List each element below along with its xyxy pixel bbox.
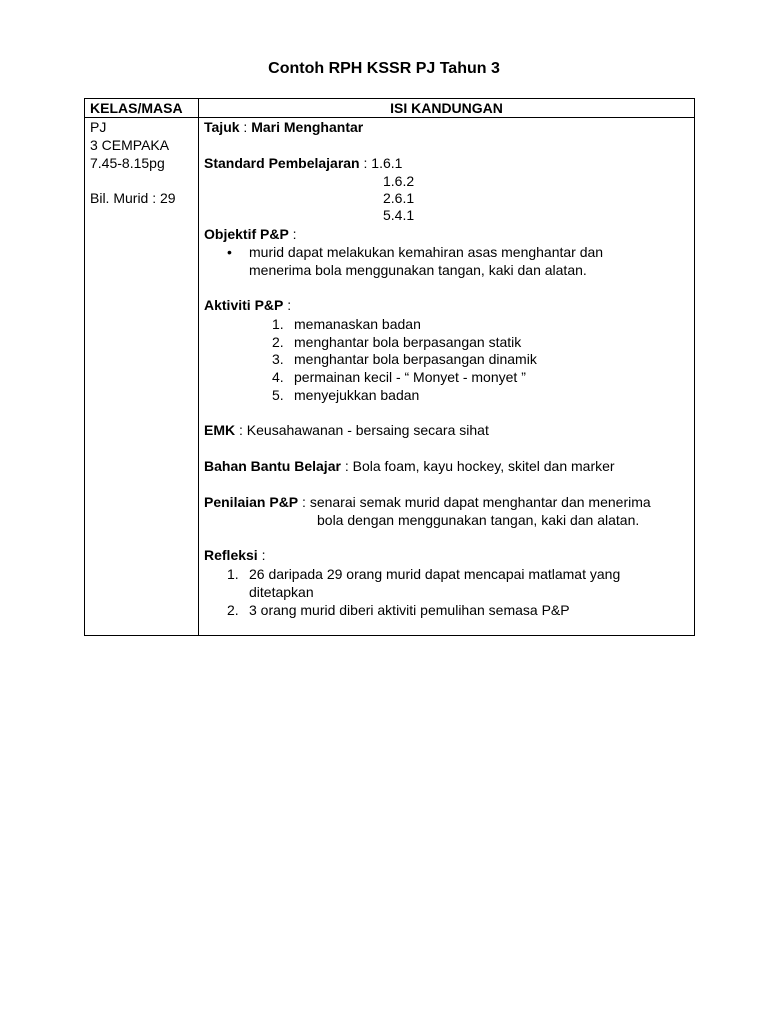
penilaian-line: senarai semak murid dapat menghantar dan menerima (309, 494, 651, 510)
penilaian-line: bola dengan menggunakan tangan, kaki dan alatan. (317, 512, 640, 528)
objektif-label: Objektif P&P (204, 226, 289, 242)
standard-label: Standard Pembelajaran (204, 155, 360, 171)
standard-item: 2.6.1 (383, 190, 415, 206)
emk-label: EMK (204, 422, 236, 438)
aktiviti-number: 4. (272, 369, 284, 385)
objektif-line: murid dapat melakukan kemahiran asas menghantar dan (249, 244, 604, 260)
subject-label: PJ (90, 119, 107, 135)
tajuk-value: Mari Menghantar (251, 119, 364, 135)
bbb-label: Bahan Bantu Belajar (204, 458, 341, 474)
aktiviti-row: Aktiviti P&P : (204, 297, 292, 313)
standard-item: 1.6.1 (371, 155, 403, 171)
aktiviti-number: 5. (272, 387, 284, 403)
tajuk-label: Tajuk (204, 119, 240, 135)
penilaian-label: Penilaian P&P (204, 494, 299, 510)
refleksi-number: 1. (227, 566, 239, 582)
time-label: 7.45-8.15pg (90, 155, 165, 171)
standard-item: 5.4.1 (383, 207, 415, 223)
aktiviti-label: Aktiviti P&P (204, 297, 284, 313)
student-count: Bil. Murid : 29 (90, 190, 176, 206)
bbb-row: Bahan Bantu Belajar : Bola foam, kayu hockey, skitel dan marker (204, 458, 615, 474)
refleksi-label: Refleksi (204, 547, 258, 563)
lesson-plan-table (84, 98, 695, 636)
emk-value: Keusahawanan - bersaing secara sihat (246, 422, 489, 438)
refleksi-item: 26 daripada 29 orang murid dapat mencapai matlamat yang (249, 566, 621, 582)
aktiviti-item: menyejukkan badan (294, 387, 420, 403)
column-divider (198, 99, 199, 635)
emk-row: EMK : Keusahawanan - bersaing secara sihat (204, 422, 489, 438)
refleksi-item: ditetapkan (249, 584, 314, 600)
refleksi-row: Refleksi : (204, 547, 266, 563)
standard-item: 1.6.2 (383, 173, 415, 189)
refleksi-item: 3 orang murid diberi aktiviti pemulihan semasa P&P (249, 602, 570, 618)
aktiviti-item: permainan kecil - “ Monyet - monyet ” (294, 369, 526, 385)
header-divider (85, 117, 694, 118)
objektif-line: menerima bola menggunakan tangan, kaki dan alatan. (249, 262, 587, 278)
objektif-row: Objektif P&P : (204, 226, 297, 242)
tajuk-row: Tajuk : Mari Menghantar (204, 119, 364, 135)
header-isi-kandungan: ISI KANDUNGAN (390, 100, 503, 116)
header-kelas-masa: KELAS/MASA (90, 100, 183, 116)
aktiviti-number: 1. (272, 316, 284, 332)
aktiviti-number: 2. (272, 334, 284, 350)
bullet-dot-icon: • (227, 244, 232, 260)
page-title: Contoh RPH KSSR PJ Tahun 3 (268, 60, 500, 77)
aktiviti-item: menghantar bola berpasangan dinamik (294, 351, 537, 367)
standard-row: Standard Pembelajaran : 1.6.1 (204, 155, 403, 171)
class-label: 3 CEMPAKA (90, 137, 170, 153)
penilaian-row: Penilaian P&P : senarai semak murid dapat menghantar dan menerima (204, 494, 651, 510)
aktiviti-item: memanaskan badan (294, 316, 421, 332)
aktiviti-item: menghantar bola berpasangan statik (294, 334, 522, 350)
aktiviti-number: 3. (272, 351, 284, 367)
refleksi-number: 2. (227, 602, 239, 618)
bbb-value: Bola foam, kayu hockey, skitel dan marker (352, 458, 615, 474)
